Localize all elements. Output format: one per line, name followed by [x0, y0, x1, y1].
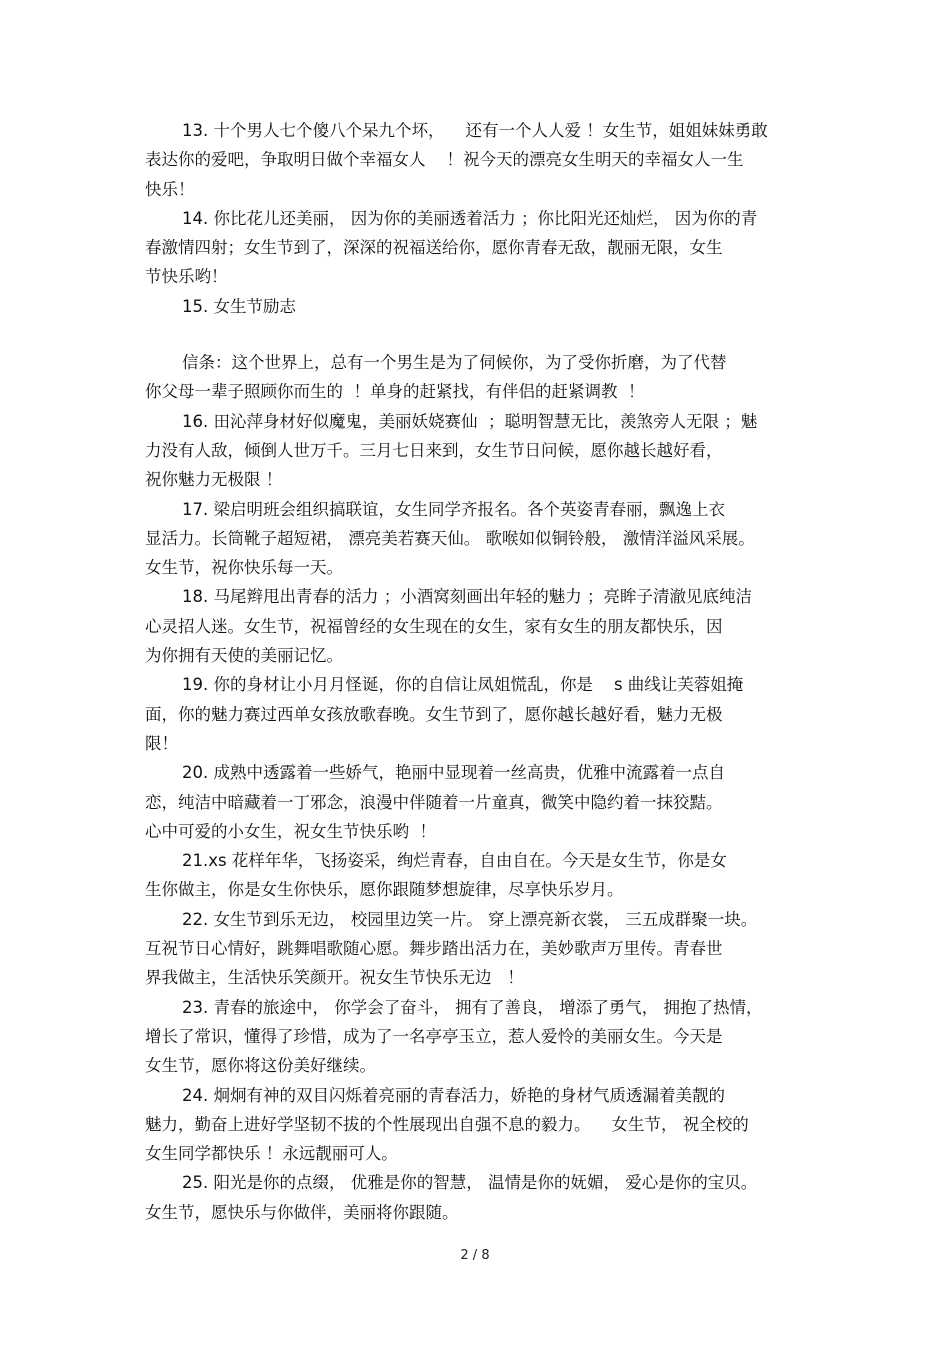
text-line: 女生同学都快乐 ！永远靓丽可人。 [145, 1144, 398, 1164]
text-line: 快乐！ [145, 179, 195, 199]
body-text [145, 116, 815, 1227]
paragraph-gap [145, 321, 815, 348]
text-line: 女生节，祝你快乐每一天。 [145, 558, 343, 578]
text-line: 你父母一辈子照顾你而生的 ！单身的赶紧找，有伴侣的赶紧调教 ！ [145, 382, 645, 402]
text-line: 界我做主，生活快乐笑颜开。祝女生节快乐无边 ！ [145, 968, 524, 988]
text-line: 19. 你的身材让小月月怪诞，你的自信让凤姐慌乱，你是 s 曲线让芙蓉姐掩 [182, 675, 744, 695]
text-line: 23. 青春的旅途中， 你学会了奋斗， 拥有了善良， 增添了勇气， 拥抱了热情， [182, 997, 763, 1017]
text-line: 女生节，愿你将这份美好继续。 [145, 1056, 376, 1076]
text-line: 17. 梁启明班会组织搞联谊，女生同学齐报名。各个英姿青春丽，飘逸上衣 [182, 499, 725, 519]
text-line: 增长了常识，懂得了珍惜，成为了一名亭亭玉立，惹人爱怜的美丽女生。今天是 [145, 1026, 723, 1046]
text-line: 力没有人敌，倾倒人世万千。三月七日来到，女生节日问候，愿你越长越好看， [145, 440, 723, 460]
text-line: 24. 炯炯有神的双目闪烁着亮丽的青春活力，娇艳的身材气质透漏着美靓的 [182, 1085, 725, 1105]
text-line: 面，你的魅力赛过西单女孩放歌春晚。女生节到了，愿你越长越好看，魅力无极 [145, 704, 723, 724]
text-line: 25. 阳光是你的点缀， 优雅是你的智慧， 温情是你的妩媚， 爱心是你的宝贝。 [182, 1173, 758, 1193]
text-line: 互祝节日心情好，跳舞唱歌随心愿。舞步踏出活力在，美妙歌声万里传。青春世 [145, 939, 723, 959]
text-line: 恋，纯洁中暗藏着一丁邪念，浪漫中伴随着一片童真，微笑中隐约着一抹狡黠。 [145, 792, 723, 812]
text-line: 15. 女生节励志 [182, 296, 296, 316]
page-number: 2 / 8 [460, 1248, 490, 1263]
text-line: 20. 成熟中透露着一些娇气，艳丽中显现着一丝高贵，优雅中流露着一点自 [182, 763, 725, 783]
text-line: 魅力，勤奋上进好学坚韧不拔的个性展现出自强不息的毅力。 女生节， 祝全校的 [145, 1114, 749, 1134]
text-line: 16. 田沁萍身材好似魔鬼，美丽妖娆赛仙 ；聪明智慧无比，羡煞旁人无限 ；魅 [182, 411, 758, 431]
text-line: 21.xs 花样年华，飞扬姿采，绚烂青春，自由自在。今天是女生节，你是女 [182, 851, 727, 871]
text-line: 18. 马尾辫甩出青春的活力 ；小酒窝刻画出年轻的魅力 ；亮眸子清澈见底纯洁 [182, 587, 752, 607]
text-line: 13. 十个男人七个傻八个呆九个坏， 还有一个人人爱 ！女生节，姐姐妹妹勇敢 [182, 121, 768, 140]
text-line: 春激情四射；女生节到了，深深的祝福送给你，愿你青春无敌，靓丽无限，女生 [145, 238, 723, 258]
text-line: 生你做主，你是女生你快乐，愿你跟随梦想旋律，尽享快乐岁月。 [145, 880, 624, 900]
text-line: 限！ [145, 733, 178, 753]
text-line: 为你拥有天使的美丽记忆。 [145, 646, 343, 666]
text-line: 心中可爱的小女生，祝女生节快乐哟 ！ [145, 821, 436, 841]
text-line: 信条：这个世界上，总有一个男生是为了伺候你，为了受你折磨，为了代替 [182, 353, 727, 373]
text-line: 14. 你比花儿还美丽， 因为你的美丽透着活力 ；你比阳光还灿烂， 因为你的青 [182, 208, 758, 228]
text-line: 表达你的爱吧，争取明日做个幸福女人 ！祝今天的漂亮女生明天的幸福女人一生 [145, 150, 744, 170]
text-line: 女生节，愿快乐与你做伴，美丽将你跟随。 [145, 1202, 459, 1222]
text-line: 祝你魅力无极限 ！ [145, 470, 283, 490]
text-line: 显活力。长筒靴子超短裙， 漂亮美若赛天仙。 歌喉如似铜铃般， 激情洋溢风采展。 [145, 528, 755, 548]
text-line: 22. 女生节到乐无边， 校园里边笑一片。 穿上漂亮新衣裳， 三五成群聚一块。 [182, 909, 758, 929]
text-line: 心灵招人迷。女生节，祝福曾经的女生现在的女生，家有女生的朋友都快乐，因 [145, 616, 723, 636]
text-line: 节快乐哟！ [145, 267, 228, 287]
